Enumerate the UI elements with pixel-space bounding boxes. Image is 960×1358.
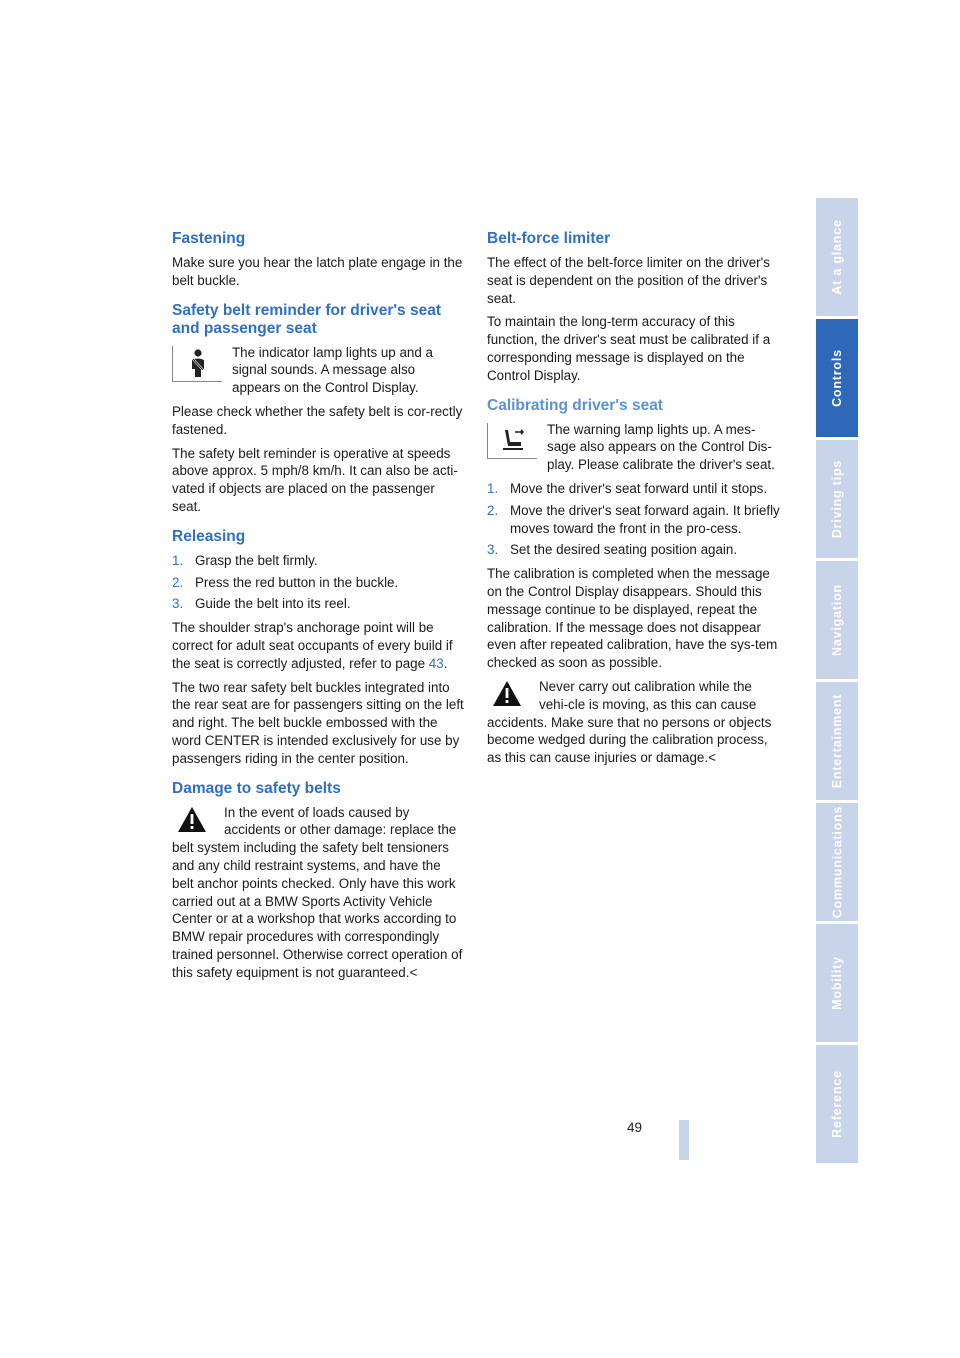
reminder-p2: The safety belt reminder is operative at speeds above approx. 5 mph/8 km/h. It can also be acti-vated if objects are placed on the passenger seat. [172, 445, 458, 514]
list-item [487, 502, 781, 538]
limiter-p1: The effect of the belt-force limiter on the driver's seat is dependent on the position of the driver's seat. [487, 255, 770, 306]
step-text: Press the red button in the buckle. [195, 574, 399, 590]
reminder-icon-block [172, 344, 464, 397]
step-number: 2. [172, 574, 184, 590]
reminder-lead: The indicator lamp lights up and a signal sounds. A message also appears on the Control Display. [232, 344, 433, 396]
seatbelt-indicator-icon [172, 346, 222, 382]
section-damage [172, 780, 464, 982]
tab-at-a-glance[interactable] [816, 198, 858, 316]
calibrating-warning: Never carry out calibration while the vehi-cle is moving, as this can cause accidents. Make sure that no persons or objects become wedged during the calibration process, as this can cause injuries or damage.< [487, 678, 772, 766]
section-belt-reminder [172, 302, 464, 516]
step-text: Guide the belt into its reel. [195, 596, 351, 612]
step-number: 2. [487, 502, 499, 518]
page-marker-bar [679, 1120, 689, 1160]
step-text: Grasp the belt firmly. [195, 552, 318, 568]
heading-limiter: Belt-force limiter [487, 230, 611, 247]
seat-calibration-icon [487, 423, 537, 459]
heading-belt-reminder: Safety belt reminder for driver's seat and passenger seat [172, 301, 442, 337]
reminder-cont: Please check whether the safety belt is cor-rectly fastened. [172, 403, 463, 437]
right-column [487, 230, 781, 779]
releasing-steps [172, 552, 464, 613]
tab-label: Communications [830, 805, 845, 919]
releasing-p1 [172, 619, 464, 672]
tab-label: Mobility [830, 956, 844, 1010]
tab-label: Entertainment [830, 693, 845, 789]
list-item [172, 552, 464, 570]
section-calibrating [487, 397, 781, 767]
step-number: 3. [172, 596, 184, 612]
step-text: Set the desired seating position again. [510, 542, 738, 558]
tab-navigation[interactable] [816, 561, 858, 679]
chapter-tabs [816, 198, 858, 1166]
list-item [172, 595, 464, 613]
fastening-text: Make sure you hear the latch plate engage in the belt buckle. [172, 255, 463, 288]
heading-calibrating: Calibrating driver's seat [487, 396, 663, 414]
section-limiter [487, 230, 781, 385]
calibrating-lead: The warning lamp lights up. A mes-sage also appears on the Control Dis-play. Please calibrate the driver's seat. [547, 421, 775, 473]
warning-icon [487, 680, 527, 710]
calibrating-steps [487, 480, 781, 559]
heading-damage: Damage to safety belts [172, 779, 341, 797]
tab-label: Navigation [830, 584, 844, 656]
calibrating-p1: The calibration is completed when the message on the Control Display disappears. Should this message continue to be displayed, repeat the calibration. If the message does not disappear even after repeated calibration, have the sys-tem checked as soon as possible. [487, 566, 778, 671]
tab-label: At a glance [830, 219, 844, 295]
step-number: 1. [487, 480, 499, 496]
list-item [172, 574, 464, 592]
tab-communications[interactable] [816, 803, 858, 921]
tab-reference[interactable] [816, 1045, 858, 1163]
releasing-p1-end: . [443, 655, 448, 671]
tab-controls[interactable] [816, 319, 858, 437]
step-text: Move the driver's seat forward until it stops. [510, 480, 768, 496]
list-item [487, 480, 781, 498]
limiter-p2: To maintain the long-term accuracy of this function, the driver's seat must be calibrated if a corresponding message is displayed on the Control Display. [487, 314, 771, 383]
tab-mobility[interactable] [816, 924, 858, 1042]
heading-releasing: Releasing [172, 527, 246, 545]
page-ref-link[interactable]: 43 [428, 655, 444, 671]
damage-text: In the event of loads caused by accidents or other damage: replace the belt system including the safety belt tensioners and any child restraint systems, and have the belt anchor points checked. Only have this work carried out at a BMW Sports Activity Vehicle Center or at a workshop that works according to BMW repair procedures with correspondingly trained personnel. Otherwise correct operation of this safety equipment is not guaranteed.< [172, 804, 463, 980]
tab-label: Driving tips [830, 459, 845, 539]
heading-fastening: Fastening [172, 230, 246, 247]
step-number: 3. [487, 542, 499, 558]
list-item [487, 541, 781, 559]
section-fastening [172, 230, 464, 290]
page-number: 49 [627, 1120, 643, 1135]
tab-label: Reference [830, 1070, 844, 1138]
step-text: Move the driver's seat forward again. It briefly moves toward the front in the pro-cess. [510, 502, 780, 536]
releasing-p2: The two rear safety belt buckles integrated into the rear seat are for passengers sitting on the left and right. The belt buckle embossed with the word CENTER is intended exclusively for use by passengers riding in the center position. [172, 679, 464, 766]
warning-icon [172, 806, 212, 836]
tab-label: Controls [830, 349, 845, 407]
section-releasing [172, 528, 464, 768]
left-column [172, 230, 464, 994]
tab-driving-tips[interactable] [816, 440, 858, 558]
releasing-p1-text: The shoulder strap's anchorage point will be correct for adult seat occupants of every build if the seat is correctly adjusted, refer to page [172, 620, 453, 671]
step-number: 1. [172, 552, 184, 568]
tab-entertainment[interactable] [816, 682, 858, 800]
